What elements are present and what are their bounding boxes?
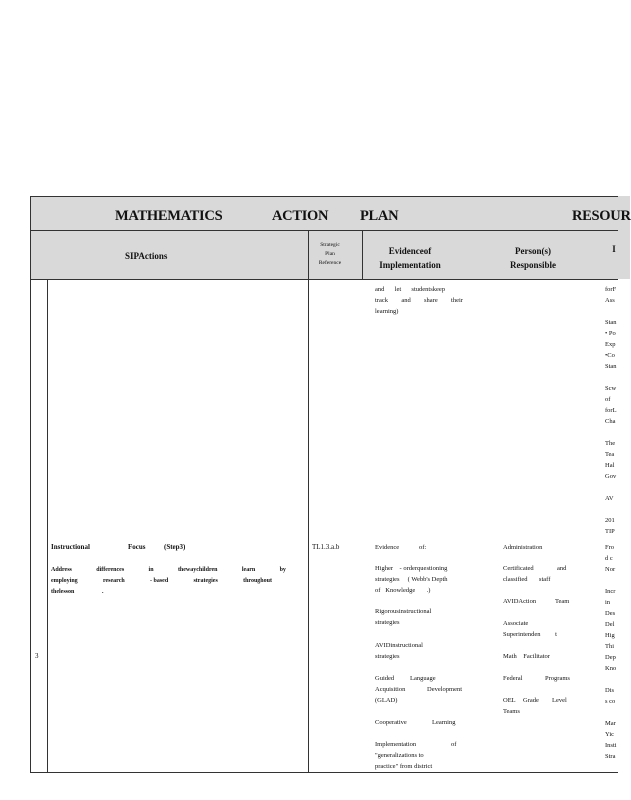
sip-actions-divider bbox=[308, 230, 309, 773]
title-resources: RESOUR bbox=[572, 208, 631, 224]
action-word: Address bbox=[51, 567, 72, 573]
evidence-item-glad-word4: Development bbox=[427, 686, 463, 693]
header-persons-line1: Person(s) bbox=[515, 246, 551, 256]
resource-fragment: d c bbox=[605, 555, 613, 562]
evidence-item-questioning-line2: strategies ( Webb's Depth bbox=[375, 576, 448, 583]
resource-fragment: Ass bbox=[605, 297, 615, 304]
table-bottom-border bbox=[30, 772, 618, 773]
evidence-heading-of: of: bbox=[419, 544, 427, 551]
evidence-word: share bbox=[424, 297, 438, 304]
header-divider bbox=[30, 279, 618, 280]
strategic-reference: TL1.3.a.b bbox=[312, 543, 340, 551]
evidence-item-implementation-of: of bbox=[451, 741, 457, 748]
action-word: learn bbox=[241, 567, 256, 573]
person-teams: Teams bbox=[503, 708, 520, 715]
header-evidence-line1: Evidenceof bbox=[388, 246, 432, 256]
resource-fragment: Thi bbox=[605, 643, 615, 650]
evidence-word: and bbox=[401, 297, 411, 304]
evidence-word: their bbox=[451, 297, 463, 304]
evidence-item-cooperative: Cooperative bbox=[375, 719, 407, 726]
person-math-facilitator: Math Facilitator bbox=[503, 653, 550, 660]
resource-fragment: of bbox=[605, 396, 611, 403]
resource-fragment: s co bbox=[605, 698, 616, 705]
resource-fragment: Gov bbox=[605, 473, 617, 480]
evidence-item-avid-line2: strategies bbox=[375, 653, 400, 660]
resource-fragment: Tea bbox=[605, 451, 615, 458]
evidence-item-questioning-line3: of Knowledge .) bbox=[375, 587, 431, 594]
person-avid-action: AVIDAction bbox=[503, 598, 537, 605]
focus-label: Instructional bbox=[51, 543, 90, 551]
resource-fragment: in bbox=[605, 599, 611, 606]
focus-word: Focus bbox=[128, 543, 146, 551]
resource-fragment: AV bbox=[605, 495, 614, 502]
resource-fragment: Cha bbox=[605, 418, 616, 425]
resource-fragment: Stra bbox=[605, 753, 616, 760]
header-persons-line2: Responsible bbox=[509, 260, 556, 270]
evidence-item-generalizations: "generalizations to bbox=[375, 752, 424, 759]
person-programs: Programs bbox=[545, 675, 570, 682]
evidence-top-line-1 bbox=[375, 284, 445, 295]
person-administration: Administration bbox=[503, 544, 543, 551]
person-oel: OEL bbox=[503, 697, 516, 704]
resource-fragment: Mar bbox=[605, 720, 616, 727]
header-sip-actions: SIPActions bbox=[125, 251, 168, 261]
resource-fragment: The bbox=[605, 440, 616, 447]
action-word: by bbox=[279, 567, 286, 573]
header-evidence-of-implementation bbox=[375, 244, 445, 272]
person-certificated: Certificated bbox=[503, 565, 534, 572]
action-line-3-suffix: . bbox=[102, 589, 104, 595]
resource-fragment: Del bbox=[605, 621, 615, 628]
person-avid-team: Team bbox=[555, 598, 570, 605]
evidence-item-glad-word3: Acquisition bbox=[375, 686, 406, 693]
resource-fragment: Kno bbox=[605, 665, 617, 672]
resource-fragment: forF bbox=[605, 286, 617, 293]
action-word: research bbox=[102, 578, 125, 584]
evidence-heading: Evidence bbox=[375, 544, 400, 551]
person-level: Level bbox=[552, 697, 567, 704]
action-word: thewaychildren bbox=[177, 567, 218, 573]
resource-fragment: •Co bbox=[605, 352, 615, 359]
header-strategic-line3: Reference bbox=[318, 260, 342, 266]
strategic-ref-divider-header bbox=[362, 230, 363, 280]
evidence-item-rigorous-line1: Rigorousinstructional bbox=[375, 608, 432, 615]
resource-fragment: Stan bbox=[605, 363, 617, 370]
evidence-item-implementation: Implementation bbox=[375, 741, 417, 748]
evidence-word: and bbox=[375, 286, 385, 293]
evidence-item-practice: practice" from district bbox=[375, 763, 433, 770]
resource-fragment: Des bbox=[605, 610, 616, 617]
person-classified-staff: classified staff bbox=[503, 576, 551, 583]
table-left-border bbox=[30, 196, 31, 773]
resource-fragment: Exp bbox=[605, 341, 616, 348]
focus-step: (Step3) bbox=[164, 543, 186, 551]
resource-fragment: TIP bbox=[605, 528, 615, 535]
evidence-item-learning: Learning bbox=[432, 719, 456, 726]
person-grade: Grade bbox=[523, 697, 539, 704]
evidence-item-avid-line1: AVIDinstructional bbox=[375, 642, 423, 649]
row-number-divider bbox=[47, 279, 48, 773]
evidence-item-glad-word2: Language bbox=[410, 675, 436, 682]
resource-fragment: Nor bbox=[605, 566, 616, 573]
title-plan: PLAN bbox=[360, 208, 399, 224]
resource-fragment: Dep bbox=[605, 654, 616, 661]
resource-fragment: Hig bbox=[605, 632, 615, 639]
resource-fragment: Incr bbox=[605, 588, 616, 595]
person-superintendent: Superintenden t bbox=[503, 631, 557, 638]
row-number: 3 bbox=[35, 652, 39, 660]
person-associate: Associate bbox=[503, 620, 529, 627]
evidence-word: let bbox=[394, 286, 402, 293]
action-word: - based bbox=[150, 578, 169, 584]
action-word: differences bbox=[96, 567, 125, 573]
evidence-top-line-3: learning) bbox=[375, 308, 399, 315]
header-strategic-plan-reference bbox=[310, 241, 350, 268]
evidence-item-rigorous-line2: strategies bbox=[375, 619, 400, 626]
resource-fragment: forL bbox=[605, 407, 617, 414]
action-word: strategies bbox=[193, 578, 218, 584]
title-mathematics: MATHEMATICS bbox=[115, 208, 223, 224]
resource-fragment: Stan bbox=[605, 319, 617, 326]
header-partial: I bbox=[612, 244, 616, 254]
action-word: employing bbox=[51, 578, 78, 584]
table-top-border bbox=[30, 196, 618, 197]
resource-fragment: Dis bbox=[605, 687, 615, 694]
resource-fragment: Scw bbox=[605, 385, 617, 392]
resource-fragment: Fro bbox=[605, 544, 615, 551]
resource-fragment: Yic bbox=[605, 731, 615, 738]
action-word: throughout bbox=[243, 578, 272, 584]
title-divider bbox=[30, 230, 618, 231]
header-evidence-line2: Implementation bbox=[379, 260, 441, 270]
action-word: in bbox=[148, 567, 154, 573]
action-line-2 bbox=[51, 576, 272, 587]
evidence-item-questioning-line1: Higher - orderquestioning bbox=[375, 565, 448, 572]
header-strategic-line1: Strategic bbox=[320, 242, 340, 248]
person-federal: Federal bbox=[503, 675, 523, 682]
resource-fragment: Insti bbox=[605, 742, 617, 749]
person-certificated-and: and bbox=[557, 565, 567, 572]
header-persons-responsible bbox=[503, 244, 563, 272]
title-action: ACTION bbox=[272, 208, 329, 224]
action-line-3: thelesson bbox=[51, 589, 75, 595]
evidence-item-glad-word1: Guided bbox=[375, 675, 395, 682]
resource-fragment: Hal bbox=[605, 462, 615, 469]
evidence-word: studentskeep bbox=[411, 286, 445, 293]
evidence-item-glad-acronym: (GLAD) bbox=[375, 697, 398, 704]
resource-fragment: • Po bbox=[605, 330, 616, 337]
resource-fragment: 201 bbox=[605, 517, 615, 524]
action-line-1 bbox=[51, 565, 286, 576]
evidence-top-line-2 bbox=[375, 295, 463, 306]
header-strategic-line2: Plan bbox=[325, 251, 335, 257]
evidence-word: track bbox=[375, 297, 388, 304]
